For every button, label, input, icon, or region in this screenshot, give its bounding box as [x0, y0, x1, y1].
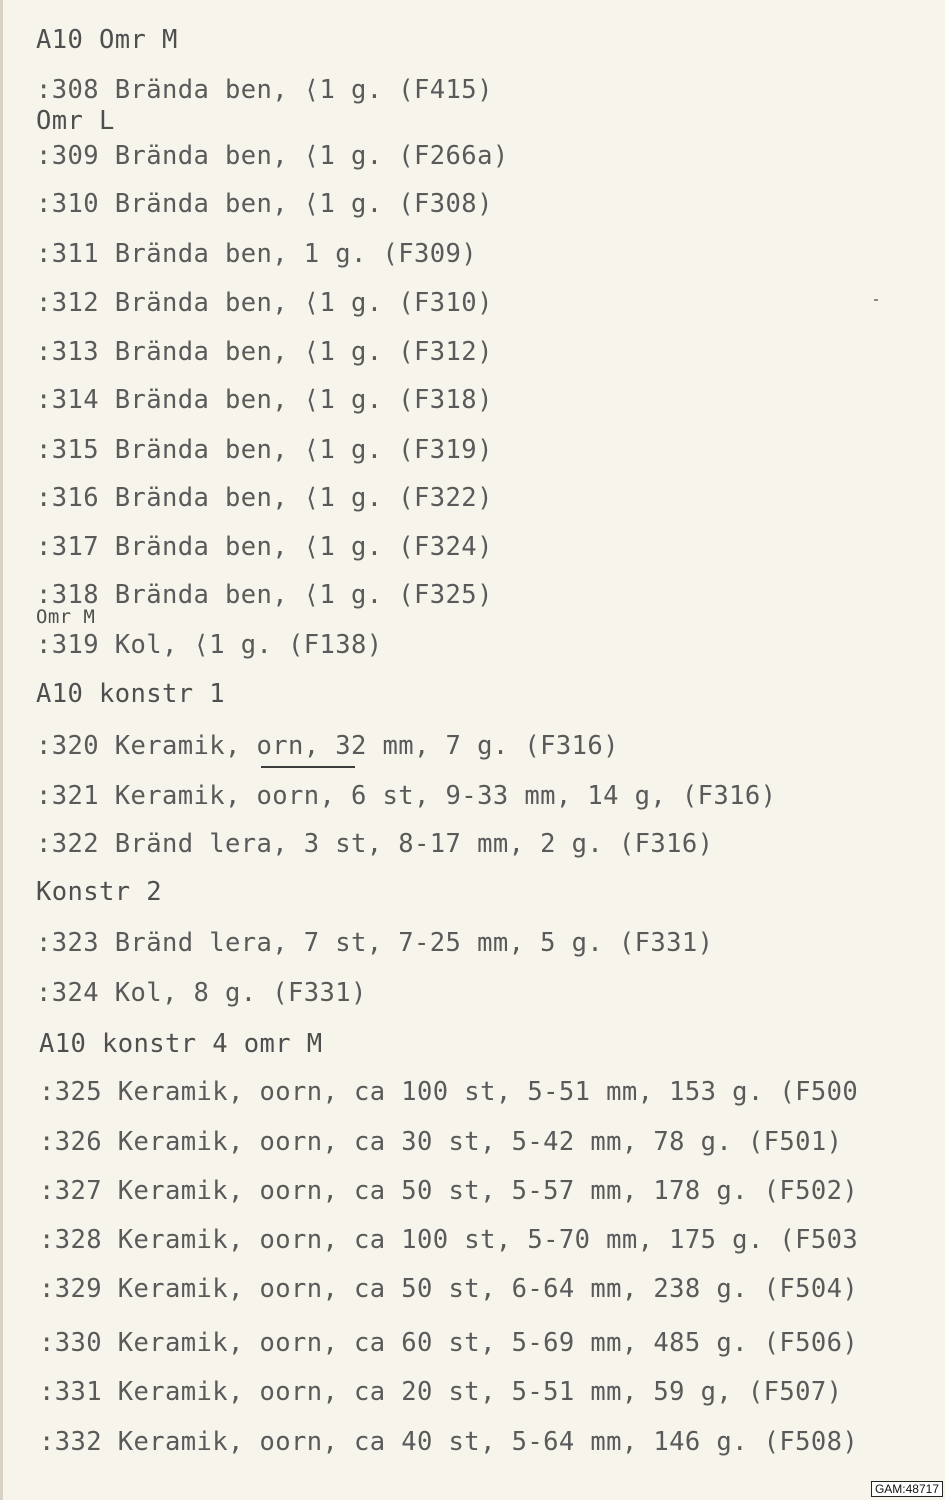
entry-line: :332 Keramik, oorn, ca 40 st, 5-64 mm, 146 g. (F508) — [39, 1427, 859, 1457]
entry-line: :329 Keramik, oorn, ca 50 st, 6-64 mm, 238 g. (F504) — [39, 1274, 859, 1304]
entry-line: :318 Brända ben, ⟨1 g. (F325) — [36, 580, 493, 610]
entry-line: :314 Brända ben, ⟨1 g. (F318) — [36, 385, 493, 415]
entry-line: :324 Kol, 8 g. (F331) — [36, 978, 367, 1008]
handwritten-underline — [261, 766, 355, 768]
section-heading: A10 Omr M — [36, 25, 178, 55]
entry-line: :328 Keramik, oorn, ca 100 st, 5-70 mm, 175 g. (F503 — [39, 1225, 859, 1255]
entry-line: :308 Brända ben, ⟨1 g. (F415) — [36, 75, 493, 105]
entry-line: :321 Keramik, oorn, 6 st, 9-33 mm, 14 g, (F316) — [36, 781, 777, 811]
entry-line: :320 Keramik, orn, 32 mm, 7 g. (F316) — [36, 731, 619, 761]
entry-line: :316 Brända ben, ⟨1 g. (F322) — [36, 483, 493, 513]
entry-line: :310 Brända ben, ⟨1 g. (F308) — [36, 189, 493, 219]
paper-speck — [874, 299, 878, 301]
section-heading: A10 konstr 1 — [36, 679, 226, 709]
entry-line: :323 Bränd lera, 7 st, 7-25 mm, 5 g. (F331) — [36, 928, 714, 958]
subsection-heading: Omr L — [36, 106, 115, 136]
entry-line: :327 Keramik, oorn, ca 50 st, 5-57 mm, 178 g. (F502) — [39, 1176, 859, 1206]
entry-line: :315 Brända ben, ⟨1 g. (F319) — [36, 435, 493, 465]
entry-line: :319 Kol, ⟨1 g. (F138) — [36, 630, 383, 660]
archive-id-stamp: GAM:48717 — [871, 1481, 943, 1497]
entry-line: :313 Brända ben, ⟨1 g. (F312) — [36, 337, 493, 367]
entry-line: :322 Bränd lera, 3 st, 8-17 mm, 2 g. (F316) — [36, 829, 714, 859]
entry-line: :311 Brända ben, 1 g. (F309) — [36, 239, 478, 269]
entry-line: :331 Keramik, oorn, ca 20 st, 5-51 mm, 59 g, (F507) — [39, 1377, 843, 1407]
entry-line: :317 Brända ben, ⟨1 g. (F324) — [36, 532, 493, 562]
entry-line: :326 Keramik, oorn, ca 30 st, 5-42 mm, 78 g. (F501) — [39, 1127, 843, 1157]
entry-line: :312 Brända ben, ⟨1 g. (F310) — [36, 288, 493, 318]
section-heading: Konstr 2 — [36, 877, 163, 907]
entry-line: :330 Keramik, oorn, ca 60 st, 5-69 mm, 485 g. (F506) — [39, 1328, 859, 1358]
subsection-heading: Omr M — [36, 606, 96, 628]
entry-line: :325 Keramik, oorn, ca 100 st, 5-51 mm, 153 g. (F500 — [39, 1077, 859, 1107]
entry-line: :309 Brända ben, ⟨1 g. (F266a) — [36, 141, 509, 171]
section-heading: A10 konstr 4 omr M — [39, 1029, 323, 1059]
